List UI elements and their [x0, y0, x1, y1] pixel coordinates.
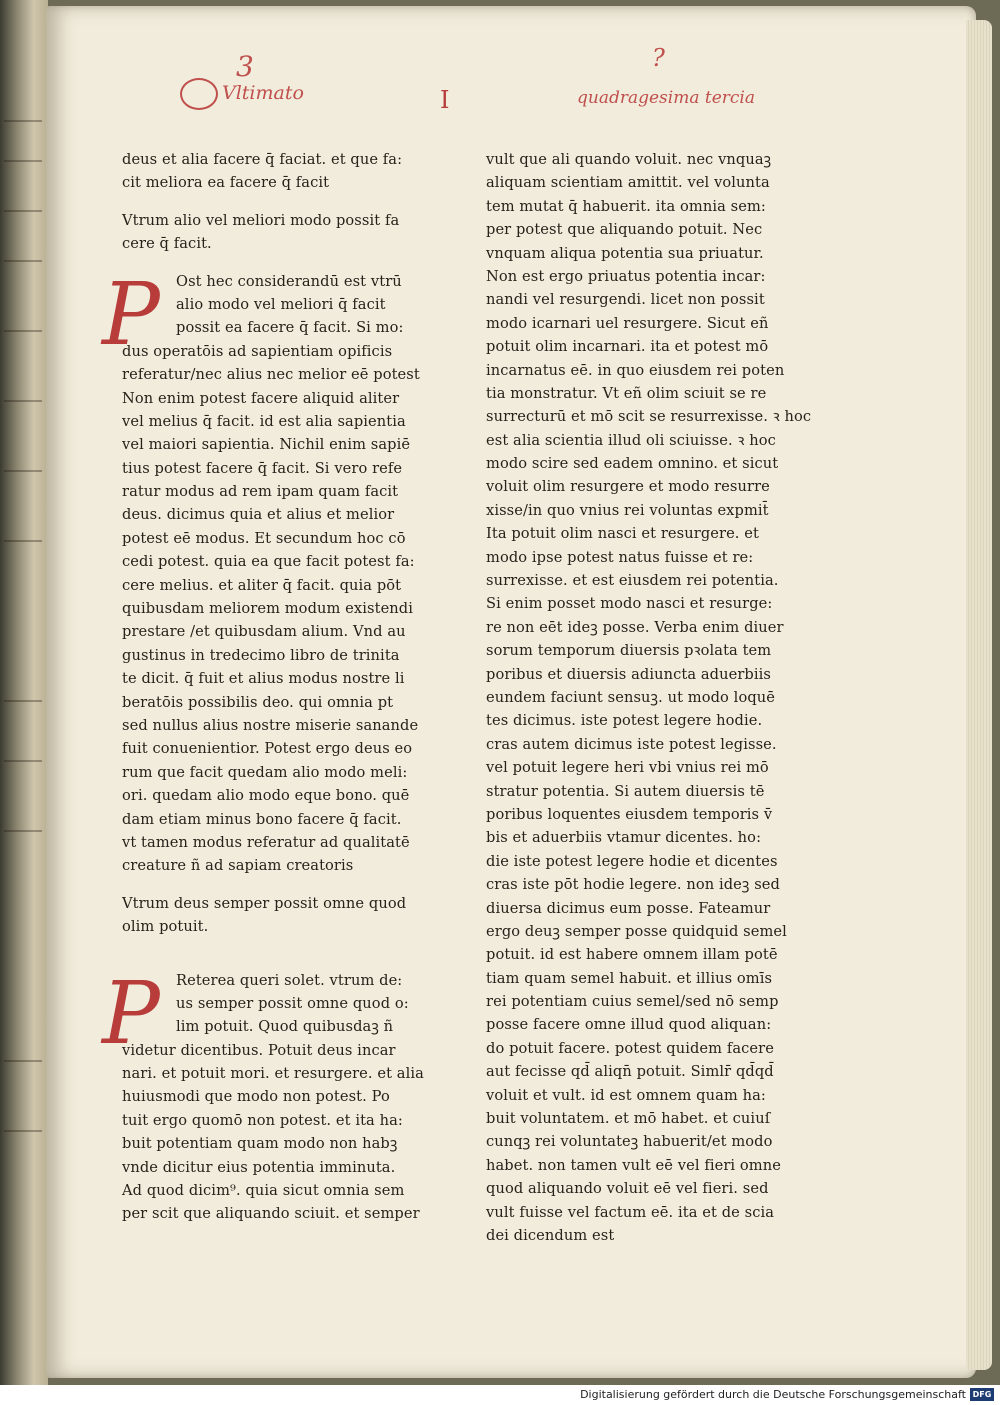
text-line: cit meliora ea facere q̄ facit [122, 174, 330, 192]
text-line: nandi vel resurgendi. licet non possit [486, 291, 765, 309]
text-line: dam etiam minus bono facere q̄ facit. [122, 810, 402, 828]
rubricated-initial: P [102, 963, 160, 1064]
text-line: Non est ergo priuatus potentia incar: [486, 267, 766, 285]
section-heading [122, 892, 417, 939]
text-line: te dicit. q̄ fuit et alius modus nostre li [122, 670, 405, 688]
text-line: vult fuisse vel factum eē. ita et de scia [486, 1203, 775, 1221]
text-line: stratur potentia. Si autem diuersis tē [486, 782, 765, 800]
text-line: per potest que aliquando potuit. Nec [486, 221, 763, 239]
text-line: surrecturū et mō scit se resurrexisse. ꝛ hoc [486, 408, 812, 426]
text-line: vel maiori sapientia. Nichil enim sapiē [122, 436, 411, 454]
text-line: gustinus in tredecimo libro de trinita [122, 646, 400, 664]
marginal-mark-right: ? [652, 44, 665, 72]
text-line: cedi potest. quia ea que facit potest fa: [122, 553, 415, 571]
footer-bar [0, 1385, 1000, 1405]
text-line: beratōis possibilis deo. qui omnia pt [122, 693, 394, 711]
text-line: prestare /et quibusdam alium. Vnd au [122, 623, 406, 641]
text-line: dus operatōis ad sapientiam opificis [122, 342, 393, 360]
block-gap [122, 256, 417, 270]
text-line: potuit. id est habere omnem illam potē [486, 946, 778, 964]
text-line: Ad quod dicim⁹. quia sicut omnia sem [122, 1182, 405, 1200]
text-line: habet. non tamen vult eē vel fieri omne [486, 1156, 781, 1174]
text-line: ratur modus ad rem ipam quam facit [122, 483, 399, 501]
text-line: ergo deuꝫ semper posse quidquid semel [486, 922, 787, 940]
text-line: cunqꝫ rei voluntateꝫ habuerit/et modo [486, 1133, 773, 1151]
text-line: olim potuit. [122, 918, 209, 936]
text-line: fuit conuenientior. Potest ergo deus eo [122, 740, 413, 758]
text-line: vt tamen modus referatur ad qualitatē [122, 833, 410, 851]
text-line: Ita potuit olim nasci et resurgere. et [486, 525, 759, 543]
text-line: do potuit facere. potest quidem facere [486, 1039, 774, 1057]
text-line: tes dicimus. iste potest legere hodie. [486, 712, 763, 730]
dfg-logo: DFG [970, 1388, 994, 1401]
text-line: deus. dicimus quia et alius et melior [122, 506, 395, 524]
block-gap [122, 878, 417, 892]
text-line: modo icarnari uel resurgere. Sicut eñ [486, 314, 769, 332]
text-line: vnquam aliqua potentia sua priuatur. [486, 244, 764, 262]
text-line: tia monstratur. Vt eñ olim sciuit se re [486, 384, 767, 402]
block-gap [122, 195, 417, 209]
paragraph [122, 148, 417, 195]
text-line: est alia scientia illud oli sciuisse. ꝛ hoc [486, 431, 776, 449]
text-line: tuit ergo quomō non potest. et ita ha: [122, 1111, 403, 1129]
text-line: aliquam scientiam amittit. vel volunta [486, 174, 770, 192]
text-line: huiusmodi que modo non potest. Po [122, 1088, 390, 1106]
text-line: voluit olim resurgere et modo resurre [486, 478, 770, 496]
text-line: cere melius. et aliter q̄ facit. quia pōt [122, 576, 402, 594]
text-line: Vtrum deus semper possit omne quod [122, 894, 407, 912]
text-line: aut fecisse qd̄ aliqn̄ potuit. Simlr̄ qd̄qd̄ [486, 1063, 774, 1081]
text-line: Ost hec considerandū est vtrū [176, 272, 402, 290]
section-heading [122, 209, 417, 256]
text-line: incarnatus eē. in quo eiusdem rei poten [486, 361, 785, 379]
text-line: vnde dicitur eius potentia imminuta. [122, 1158, 396, 1176]
text-line: voluit et vult. id est omnem quam ha: [486, 1086, 766, 1104]
text-line: tius potest facere q̄ facit. Si vero refe [122, 459, 403, 477]
text-line: xisse/in quo vnius rei voluntas expmit̄ [486, 501, 769, 519]
text-line: nari. et potuit mori. et resurgere. et alia [122, 1065, 424, 1083]
running-head-center: I [440, 86, 450, 114]
text-line: vel potuit legere heri vbi vnius rei mō [486, 759, 769, 777]
text-line: buit voluntatem. et mō habet. et cuiuſ [486, 1110, 771, 1128]
text-line: alio modo vel meliori q̄ facit [176, 295, 386, 313]
text-line: videtur dicentibus. Potuit deus incar [122, 1041, 396, 1059]
running-head-left: Vltimato [180, 78, 304, 110]
text-line: modo scire sed eadem omnino. et sicut [486, 455, 779, 473]
text-line: vel melius q̄ facit. id est alia sapientia [122, 412, 406, 430]
text-line: Vtrum alio vel meliori modo possit fa [122, 211, 400, 229]
text-line: cras autem dicimus iste potest legisse. [486, 735, 777, 753]
text-line: ori. quedam alio modo eque bono. quē [122, 787, 410, 805]
rubricated-initial: P [102, 264, 160, 365]
text-line: deus et alia facere q̄ faciat. et que fa: [122, 151, 403, 168]
text-line: sed nullus alius nostre miserie sanande [122, 716, 419, 734]
text-line: creature ñ ad sapiam creatoris [122, 857, 354, 875]
text-line: diuersa dicimus eum posse. Fateamur [486, 899, 771, 917]
text-line: rei potentiam cuius semel/sed nō semp [486, 993, 779, 1011]
text-line: tiam quam semel habuit. et illius omīs [486, 969, 773, 987]
text-line: buit potentiam quam modo non habꝫ [122, 1135, 398, 1153]
text-line: possit ea facere q̄ facit. Si mo: [176, 319, 404, 337]
left-text-column [102, 148, 424, 1226]
text-line: posse facere omne illud quod aliquan: [486, 1016, 772, 1034]
text-line: modo ipse potest natus fuisse et re: [486, 548, 754, 566]
text-line: rum que facit quedam alio modo meli: [122, 763, 408, 781]
text-line: potuit olim incarnari. ita et potest mō [486, 338, 769, 356]
funding-notice: Digitalisierung gefördert durch die Deutsche Forschungsgemeinschaft [580, 1388, 966, 1401]
text-line: poribus et diuersis adiuncta aduerbiis [486, 665, 771, 683]
text-line: per scit que aliquando sciuit. et semper [122, 1205, 420, 1223]
block-gap [122, 939, 417, 969]
text-line: re non eēt ideꝫ posse. Verba enim diuer [486, 618, 784, 636]
text-line: referatur/nec alius nec melior eē potest [122, 366, 420, 384]
text-line: Si enim posset modo nasci et resurge: [486, 595, 773, 613]
text-line: bis et aduerbiis vtamur dicentes. ho: [486, 829, 762, 847]
text-line: quod aliquando voluit eē vel fieri. sed [486, 1180, 769, 1198]
text-line: Reterea queri solet. vtrum de: [176, 971, 403, 989]
text-line: cras iste pōt hodie legere. non ideꝫ sed [486, 876, 780, 894]
text-line: lim potuit. Quod quibusdaꝫ ñ [176, 1018, 394, 1036]
text-line: die iste potest legere hodie et dicentes [486, 852, 778, 870]
text-line: us semper possit omne quod o: [176, 994, 409, 1012]
text-line: Non enim potest facere aliquid aliter [122, 389, 400, 407]
text-line: potest eē modus. Et secundum hoc cō [122, 529, 406, 547]
text-line: dei dicendum est [486, 1226, 615, 1244]
text-line: tem mutat q̄ habuerit. ita omnia sem: [486, 197, 766, 215]
circled-ornament [180, 78, 218, 110]
marginal-numeral-mark: 3 [236, 50, 254, 83]
page-stack-edge [966, 20, 992, 1370]
text-line: poribus loquentes eiusdem temporis v̄ [486, 805, 773, 823]
paragraph-with-initial [102, 963, 424, 1226]
text-line: eundem faciunt sensuꝫ. ut modo loquē [486, 688, 776, 706]
text-line: vult que ali quando voluit. nec vnquaꝫ [486, 151, 772, 168]
text-line: cere q̄ facit. [122, 235, 212, 253]
text-line: sorum temporum diuersis pꝛolata tem [486, 642, 772, 660]
text-line: surrexisse. et est eiusdem rei potentia. [486, 572, 779, 590]
right-text-column [486, 148, 812, 1247]
text-line: quibusdam meliorem modum existendi [122, 600, 414, 618]
left-page-edge [0, 0, 48, 1385]
paragraph-with-initial [102, 264, 420, 878]
running-head-right: quadragesima tercia [577, 88, 755, 108]
